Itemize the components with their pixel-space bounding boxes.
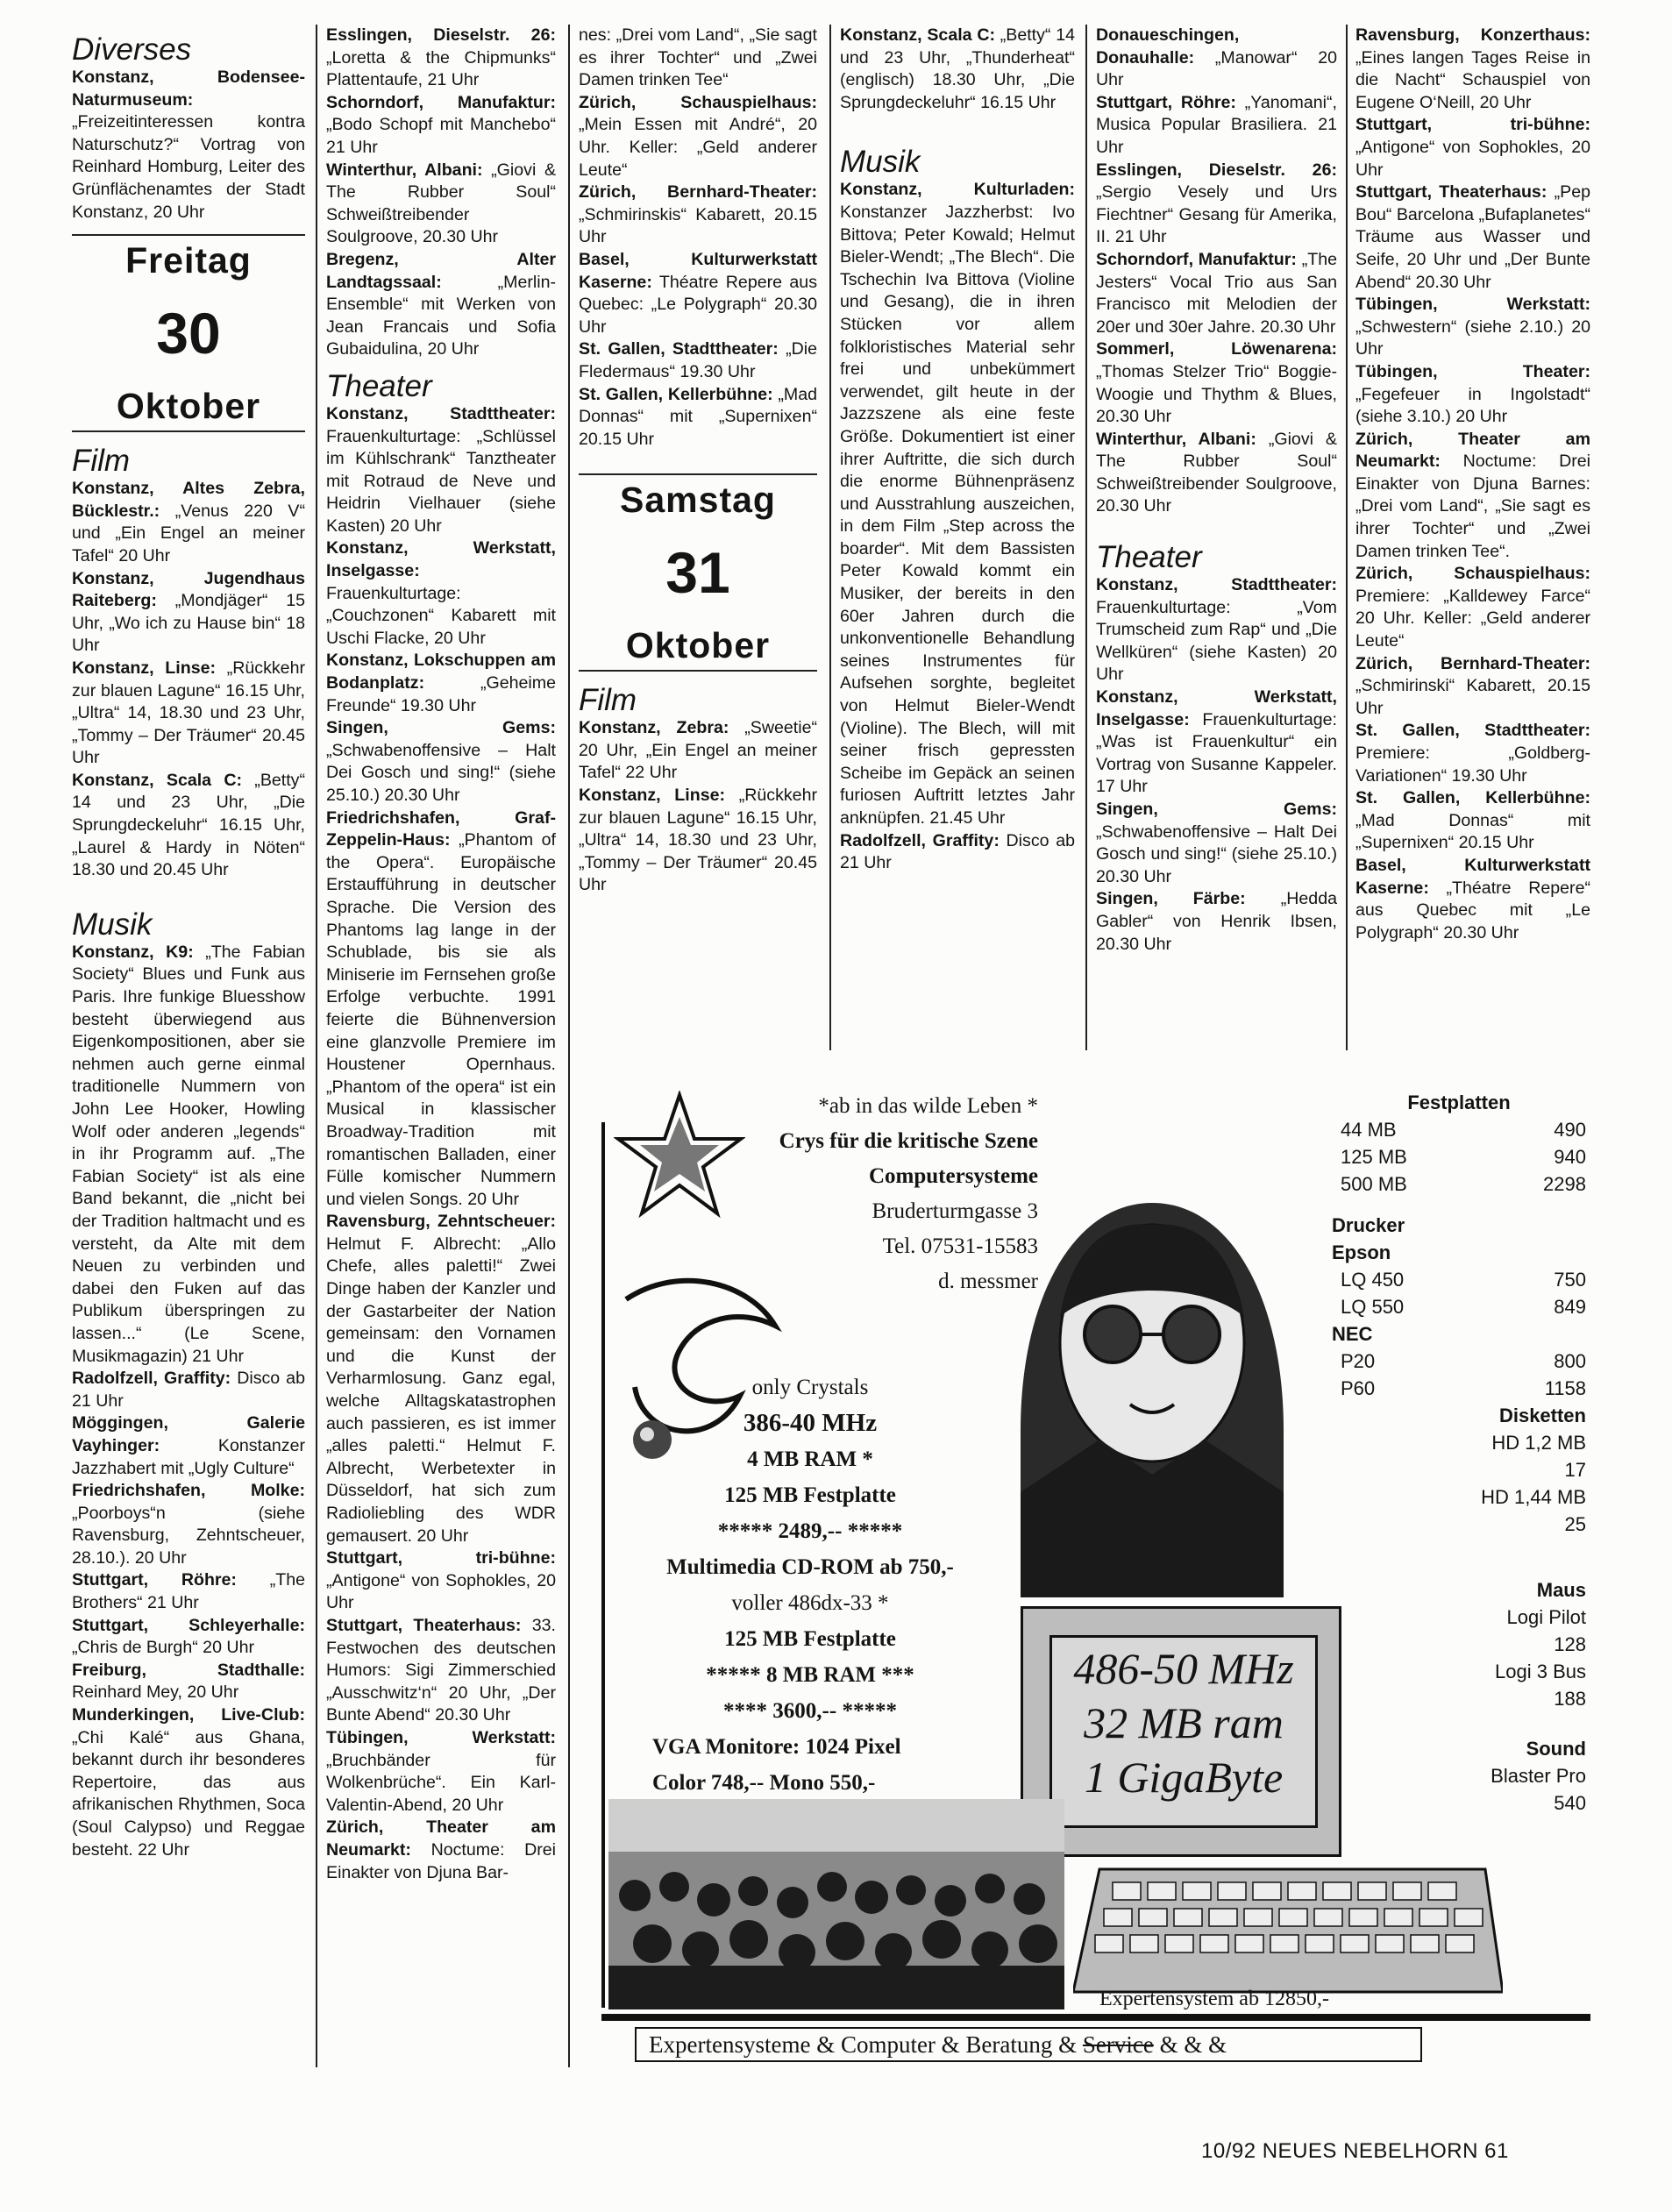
product-price: 1158: [1544, 1377, 1586, 1399]
venue-name: Konstanz, Kulturladen:: [840, 180, 1075, 200]
product-name: P60: [1341, 1377, 1376, 1399]
listing-entry: [579, 249, 817, 338]
event-details: „Geheime Freunde“ 19.30 Uhr: [326, 673, 556, 715]
date-day: Samstag: [620, 480, 776, 521]
venue-name: Stuttgart, tri-bühne:: [1355, 115, 1590, 135]
event-details: Disco ab 21 Uhr: [840, 830, 1075, 873]
listing-entry: [840, 830, 1075, 875]
listing-entry: [72, 1480, 305, 1569]
listing-entry: [1355, 361, 1590, 429]
event-details: Konstanzer Jazzhabert mit „Ugly Culture“: [72, 1435, 305, 1478]
event-details: „Thomas Stelzer Trio“ Boggie-Woogie und Thythm & Blues, 20.30 Uhr: [1096, 361, 1337, 427]
product-price: 2298: [1543, 1173, 1586, 1195]
listing-entry: [326, 537, 556, 650]
listing-entry: [1096, 686, 1337, 799]
event-details: Helmut F. Albrecht: „Allo Chefe, alles paletti!“ Zwei Dinge haben der Kanzler und der Gastarbeiter der Nation gemeinsam: den Vornamen und die Kunst der Verharmlosung. Ganz egal, welche Alltagskatastrophen auch passieren, es ist immer „alles paletti.“ Helmut F. Albrecht, Werbetexter in Düsseldorf, hat sich zum Radioliebling des WDR gemausert. 20 Uhr: [326, 1234, 556, 1546]
product-name: LQ 550: [1341, 1296, 1405, 1318]
event-details: Frauenkulturtage: „Was ist Frauenkultur“ ein Vortrag von Susanne Kappeler. 17 Uhr: [1096, 709, 1337, 797]
event-details: „Giovi & The Rubber Soul“ Schweißtreibender Soulgroove, 20.30 Uhr: [326, 160, 556, 247]
date-month: Oktober: [116, 386, 261, 427]
price-row: [1332, 1266, 1586, 1293]
product-name: 500 MB: [1341, 1173, 1407, 1195]
event-details: „Betty“ 14 und 23 Uhr, „Die Sprungdeckeluhr“ 16.15 Uhr, „Laurel & Hardy in Nöten“ 18.30 und 20.45 Uhr: [72, 770, 305, 880]
venue-name: Singen, Gems:: [1096, 800, 1337, 819]
event-details: Premiere: „Goldberg-Variationen“ 19.30 Uhr: [1355, 743, 1590, 786]
venue-name: Konstanz, Linse:: [72, 658, 217, 678]
venue-name: Konstanz, Stadttheater:: [1096, 575, 1337, 595]
listing-entry: [1355, 563, 1590, 652]
venue-name: Ravensburg, Zehntscheuer:: [326, 1212, 556, 1232]
listing-entry: [72, 1569, 305, 1614]
venue-name: Konstanz, Lokschuppen am Bodanplatz:: [326, 651, 556, 693]
event-details: „Merlin-Ensemble“ mit Werken von Jean Francais und Sofia Gubaidulina, 20 Uhr: [326, 272, 556, 359]
star-logo-icon: [614, 1091, 745, 1222]
listing-entry: [1355, 181, 1590, 294]
event-details: „Antigone“ von Sophokles, 20 Uhr: [326, 1570, 556, 1613]
venue-name: Möggingen, Galerie Vayhinger:: [72, 1413, 305, 1455]
event-details: „Manowar“ 20 Uhr: [1096, 47, 1337, 90]
event-details: „Mad Donnas“ mit „Supernixen“ 20.15 Uhr: [579, 384, 817, 449]
price-row: [1332, 1116, 1586, 1143]
venue-name: Esslingen, Dieselstr. 26:: [1096, 160, 1337, 180]
listing-entry: [1355, 114, 1590, 181]
section-heading-theater: Theater: [326, 368, 432, 403]
event-details: „The Jesters“ Vocal Trio aus San Francisco mit Melodien der 20er und 30er Jahre. 20.30 Uhr: [1096, 249, 1337, 337]
venue-name: Stuttgart, Röhre:: [1096, 92, 1236, 112]
ad-tagline: Expertensysteme & Computer & Beratung & Service & & &: [635, 2027, 1422, 2062]
section-heading-theater: Theater: [1096, 540, 1202, 575]
listing-entry: [579, 181, 817, 249]
listing-entry: [1096, 799, 1337, 888]
listing-entry: [326, 807, 556, 1212]
listing-entry: [1096, 249, 1337, 338]
listing-entry: [72, 1368, 305, 1412]
listing-entry: [1355, 429, 1590, 564]
listing-entry: [1355, 294, 1590, 361]
event-details: Frauenkulturtage: „Schlüssel im Kühlschrank“ Tanztheater mit Rotraud de Neve und Heidrin Vielhauer (siehe Kasten) 20 Uhr: [326, 426, 556, 536]
listing-column-1: [72, 25, 305, 2094]
date-day: Freitag: [125, 240, 252, 281]
event-details: Frauenkulturtage: „Couchzonen“ Kabarett mit Uschi Flacke, 20 Uhr: [326, 583, 556, 648]
listing-entry: [326, 92, 556, 160]
event-details: „Chris de Burgh“ 20 Uhr: [72, 1638, 254, 1658]
venue-name: Bregenz, Alter Landtagssaal:: [326, 249, 556, 292]
venue-name: Donaueschingen, Donauhalle:: [1096, 25, 1240, 68]
listing-entry: [1096, 338, 1337, 428]
event-details: „Betty“ 14 und 23 Uhr, „Thunderheat“ (englisch) 18.30 Uhr, „Die Sprungdeckeluhr“ 16.15 Uhr: [840, 25, 1075, 112]
price-list: Festplatten 44 MB 490 125 MB 940 500 MB 2298 Drucker Epson LQ 450 750 LQ 550 849 NEC P20 800 P60 1158 Disketten HD 1,2 MB 17 HD 1,44 MB 25 Maus Logi Pilot 128 Logi 3 Bus 188 Sound Blaster Pro 540: [1332, 1092, 1586, 1814]
venue-name: Schorndorf, Manufaktur:: [1096, 249, 1297, 269]
section-heading-film: Film: [72, 444, 131, 479]
product-price: 490: [1554, 1119, 1586, 1141]
section-heading-musik: Musik: [840, 145, 921, 180]
listing-entry: [579, 384, 817, 452]
event-details: „The Fabian Society“ Blues und Funk aus Paris. Ihre funkige Bluesshow besteht überwiegend aus Eigenkompositionen, aber sie nehmen auch gerne einmal traditionelle Nummern von John Lee Hooker, Howling Wolf oder anderen „legends“ in ihr Programm auf. „The Fabian Society“ ist als eine Band bekannt, die „nicht bei der Tradition haltmacht und es versteht, da Alte mit dem Neuen zu verbinden und dabei den Fuken auf das Publikum überspringen zu lassen...“ (Le Scene, Musikmagazin) 21 Uhr: [72, 942, 305, 1366]
venue-name: St. Gallen, Kellerbühne:: [579, 384, 773, 404]
listing-entry: [72, 658, 305, 770]
venue-name: St. Gallen, Stadttheater:: [1355, 721, 1590, 741]
listing-entry: [1096, 160, 1337, 249]
event-details: „Fegefeuer in Ingolstadt“ (siehe 3.10.) 20 Uhr: [1355, 384, 1590, 427]
listing-entry: [1355, 787, 1590, 855]
event-details: 33. Festwochen des deutschen Humors: Sigi Zimmerschied „Ausschwitz‘n“ 20 Uhr, „Der Bunte Abend“ 20.30 Uhr: [326, 1615, 556, 1725]
event-details: „The Brothers“ 21 Uhr: [72, 1570, 305, 1613]
product-price: 940: [1554, 1146, 1586, 1168]
event-details: „Bruchbänder für Wolkenbrüche“. Ein Karl-Valentin-Abend, 20 Uhr: [326, 1750, 556, 1815]
event-details: „Eines langen Tages Reise in die Nacht“ Schauspiel von Eugene O‘Neill, 20 Uhr: [1355, 47, 1590, 112]
event-details: „Poorboys“n (siehe Ravensburg, Zehntscheuer, 28.10.). 20 Uhr: [72, 1503, 305, 1568]
venue-name: Zürich, Theater am Neumarkt:: [1355, 429, 1590, 472]
venue-name: Stuttgart, Schleyerhalle:: [72, 1615, 305, 1635]
product-name: LQ 450: [1341, 1269, 1405, 1291]
event-details: „Pep Bou“ Barcelona „Bufaplanetes“ Träume aus Wasser und Seife, 20 Uhr und „Der Bunte Abend“ 20.30 Uhr: [1355, 182, 1590, 292]
listing-entry: [579, 25, 817, 92]
venue-name: Tübingen, Werkstatt:: [1355, 295, 1590, 315]
venue-name: Freiburg, Stadthalle:: [72, 1660, 305, 1680]
event-details: „Venus 220 V“ und „Ein Engel an meiner Tafel“ 20 Uhr: [72, 501, 305, 565]
venue-name: Friedrichshafen, Molke:: [72, 1481, 305, 1501]
venue-name: Esslingen, Dieselstr. 26:: [326, 25, 556, 45]
listing-entry: [326, 249, 556, 361]
ad-frame-line: [601, 1122, 605, 2008]
listing-entry: [840, 25, 1075, 114]
price-row: [1332, 1143, 1586, 1170]
venue-name: Basel, Kulturwerkstatt Kaserne:: [1355, 855, 1590, 898]
listing-entry: [579, 785, 817, 897]
portrait-illustration: [968, 1142, 1336, 1597]
venue-name: Konstanz, Linse:: [579, 786, 726, 806]
venue-name: Konstanz, Stadttheater:: [326, 403, 556, 423]
event-details: „Bodo Schopf mit Manchebo“ 21 Uhr: [326, 115, 556, 157]
venue-name: Basel, Kulturwerkstatt Kaserne:: [579, 249, 817, 292]
venue-name: Konstanz, Scala C:: [72, 770, 243, 790]
listing-column-3: [579, 25, 817, 1042]
listing-entry: [72, 942, 305, 1368]
venue-name: Winterthur, Albani:: [326, 160, 483, 180]
monitor-screen: 486-50 MHz 32 MB ram 1 GigaByte: [1049, 1635, 1318, 1828]
date-box-saturday: [579, 473, 817, 672]
listing-entry: [1355, 720, 1590, 787]
listing-entry: [1355, 855, 1590, 944]
venue-name: Tübingen, Werkstatt:: [326, 1727, 556, 1747]
listing-entry: [1096, 888, 1337, 956]
section-heading-diverses: Diverses: [72, 32, 192, 67]
listing-entry: [72, 1704, 305, 1861]
listing-entry: [326, 1817, 556, 1884]
event-details: „Loretta & the Chipmunks“ Plattentaufe, 21 Uhr: [326, 47, 556, 90]
listing-entry: [326, 1211, 556, 1547]
computer-advertisement: [582, 1071, 1590, 2064]
venue-name: Konstanz, Altes Zebra, Bücklestr.:: [72, 479, 305, 521]
listing-entry: [1096, 574, 1337, 686]
venue-name: Singen, Gems:: [326, 718, 556, 738]
keyboard-caption: Expertensystem ab 12850,-: [1099, 1988, 1329, 2010]
event-details: „Mein Essen mit André“, 20 Uhr. Keller: „Geld anderer Leute“: [579, 115, 817, 180]
event-details: „Mondjäger“ 15 Uhr, „Wo ich zu Hause bin“ 18 Uhr: [72, 591, 305, 656]
event-details: „Chi Kalé“ aus Ghana, bekannt durch ihr besonderes Repertoire, das aus afrikanischen Rhythmen, Soca (Soul Calypso) und Reggae besteht. 22 Uhr: [72, 1727, 305, 1860]
listing-entry: [72, 478, 305, 567]
event-details: „Die Fledermaus“ 19.30 Uhr: [579, 339, 817, 381]
event-details: Reinhard Mey, 20 Uhr: [72, 1682, 239, 1703]
listing-entry: [72, 568, 305, 658]
venue-name: Munderkingen, Live-Club:: [72, 1705, 305, 1725]
column-rule: [829, 25, 831, 1050]
venue-name: Konstanz, K9:: [72, 942, 194, 962]
listing-entry: Konstanz, Bodensee-Naturmuseum: „Freizeitinteressen kontra Naturschutz?“ Vortrag von Reinhard Homburg, Leiter des Grünflächenamtes der Stadt Konstanz, 20 Uhr: [72, 68, 305, 222]
venue-name: Zürich, Schauspielhaus:: [579, 92, 817, 112]
listing-entry: [1096, 25, 1337, 92]
event-details: nes: „Drei vom Land“, „Sie sagt es ihrer Tochter“ und „Zwei Damen trinken Tee“: [579, 25, 817, 90]
date-number: 30: [156, 301, 221, 366]
venue-name: Konstanz, Scala C:: [840, 25, 995, 45]
shop-address-block: *ab in das wilde Leben * Crys für die kritische Szene Computersysteme Bruderturmgasse 3 Tel. 07531-15583 d. messmer: [779, 1094, 1038, 1293]
venue-name: Tübingen, Theater:: [1355, 361, 1590, 381]
crowd-photo: [608, 1799, 1064, 2009]
venue-name: Stuttgart, Theaterhaus:: [1355, 182, 1547, 203]
column-rule: [1085, 25, 1087, 1050]
venue-name: Stuttgart, tri-bühne:: [326, 1548, 556, 1568]
listing-entry: [326, 1615, 556, 1727]
listing-entry: [1355, 25, 1590, 114]
event-details: „Schwestern“ (siehe 2.10.) 20 Uhr: [1355, 317, 1590, 359]
event-details: Noctume: Drei Einakter von Djuna Barnes: „Drei vom Land“, „Sie sagt es ihrer Tochter“ und „Zwei Damen trinken Tee“.: [1355, 452, 1590, 561]
listing-entry: [72, 1660, 305, 1704]
listing-column-6: [1355, 25, 1590, 1042]
venue-name: Ravensburg, Konzerthaus:: [1355, 25, 1590, 45]
event-details: Frauenkulturtage: „Vom Trumscheid zum Rap“ und „Die Wellküren“ (siehe Kasten) 20 Uhr: [1096, 597, 1337, 685]
event-details: Disco ab 21 Uhr: [72, 1369, 305, 1411]
event-details: „Phantom of the Opera“. Europäische Erstaufführung in deutscher Sprache. Die Version des Phantoms lag lange in der Schublade, bis sie als Miniserie im Fernsehen große Erfolge verbuchte. 1991 feierte die Bühnenversion eine glanzvolle Premiere im Houstener Opernhaus. „Phantom of the opera“ ist ein Musical in klassischer Broadway-Tradition mit romantischen Balladen, einer Fülle komischer Nummern und vielen Songs. 20 Uhr: [326, 830, 556, 1209]
offer-list: only Crystals 386-40 MHz 4 MB RAM * 125 MB Festplatte ***** 2489,-- ***** Multimedia CD-ROM ab 750,- voller 486dx-33 * 125 MB Festplatte ***** 8 MB RAM *** **** 3600,-- ***** VGA Monitore: 1024 Pixel Color 748,-- Mono 550,-: [652, 1376, 954, 1795]
listing-entry: [579, 717, 817, 785]
listing-entry: [840, 179, 1075, 829]
listing-entry: [326, 650, 556, 717]
venue-name: Zürich, Bernhard-Theater:: [579, 182, 817, 203]
event-details: „Schmirinski“ Kabarett, 20.15 Uhr: [1355, 676, 1590, 718]
event-details: Premiere: „Kalldewey Farce“ 20 Uhr. Keller: „Geld anderer Leute“: [1355, 586, 1590, 651]
price-row: [1332, 1170, 1586, 1198]
venue-name: Konstanz, Werkstatt, Inselgasse:: [326, 538, 556, 581]
venue-name: Singen, Färbe:: [1096, 889, 1246, 909]
price-row: [1332, 1348, 1586, 1375]
listing-entry: [326, 160, 556, 249]
event-details: „Giovi & The Rubber Soul“ Schweißtreibender Soulgroove, 20.30 Uhr: [1096, 429, 1337, 516]
venue-name: Winterthur, Albani:: [1096, 429, 1256, 449]
page-footer: 10/92 NEUES NEBELHORN 61: [1201, 2139, 1509, 2163]
listing-column-5: [1096, 25, 1337, 1042]
product-name: 44 MB: [1341, 1119, 1397, 1141]
date-month: Oktober: [625, 625, 771, 666]
event-details: „Schwabenoffensive – Halt Dei Gosch und sing!“ (siehe 25.10.) 20.30 Uhr: [1096, 821, 1337, 886]
section-heading-musik: Musik: [72, 907, 153, 942]
listing-entry: [72, 1615, 305, 1660]
listing-entry: [326, 403, 556, 538]
venue-name: Sommerl, Löwenarena:: [1096, 339, 1337, 359]
listing-entry: [326, 1727, 556, 1817]
event-details: Noctume: Drei Einakter von Djuna Bar-: [326, 1839, 556, 1882]
venue-name: Konstanz, Jugendhaus Raiteberg:: [72, 568, 305, 611]
venue-name: Konstanz, Zebra:: [579, 718, 729, 738]
event-details: „Sweetie“ 20 Uhr, „Ein Engel an meiner Tafel“ 22 Uhr: [579, 718, 817, 783]
event-details: „Rückkehr zur blauen Lagune“ 16.15 Uhr, „Ultra“ 14, 18.30 und 23 Uhr, „Tommy – Der Träumer“ 20.45 Uhr: [72, 658, 305, 768]
event-details: Théatre Repere aus Quebec: „Le Polygraph“ 20.30 Uhr: [579, 272, 817, 337]
listing-column-4: [840, 25, 1075, 1042]
event-details: „Mad Donnas“ mit „Supernixen“ 20.15 Uhr: [1355, 810, 1590, 853]
venue-name: St. Gallen, Kellerbühne:: [1355, 788, 1590, 808]
venue-name: Stuttgart, Theaterhaus:: [326, 1615, 522, 1635]
venue-name: Radolfzell, Graffity:: [840, 830, 1000, 850]
event-details: „Rückkehr zur blauen Lagune“ 16.15 Uhr, „Ultra“ 14, 18.30 und 23 Uhr, „Tommy – Der Träumer“ 20.45 Uhr: [579, 786, 817, 895]
listing-entry: [326, 717, 556, 807]
event-details: „Sergio Vesely und Urs Fiechtner“ Gesang für Amerika, II. 21 Uhr: [1096, 182, 1337, 247]
column-rule: [316, 25, 317, 2067]
listing-entry: [326, 25, 556, 92]
listing-entry: [72, 1412, 305, 1480]
listing-entry: [579, 92, 817, 181]
venue-name: Schorndorf, Manufaktur:: [326, 92, 556, 112]
listing-entry: [1096, 92, 1337, 160]
event-details: „Schmirinskis“ Kabarett, 20.15 Uhr: [579, 204, 817, 247]
venue-name: Zürich, Schauspielhaus:: [1355, 564, 1590, 584]
listing-column-2: [326, 25, 556, 2094]
price-row: [1332, 1293, 1586, 1320]
listing-entry: [72, 770, 305, 882]
venue-name: St. Gallen, Stadttheater:: [579, 339, 779, 359]
event-details: Konstanzer Jazzherbst: Ivo Bittova; Peter Kowald; Helmut Bieler-Wendt; „The Blech“. Die Tschechin Iva Bittova (Violine und Gesang), die in ihren Stücken vor allem folkloristisches Material sehr frei und unbekümmert verwendet, gilt heute in der Jazzszene als eine feste Größe. Dokumentiert ist einer ihrer Auftritte, die sich durch die enorme Bühnenpräsenz und Ausstrahlung auszeichen, in dem Film „Step across the boarder“. Mit dem Bassisten Peter Kowald kommt ein Musiker, der bereits in den 60er Jahren durch die unkonventionelle Behandlung seines Instrumentes für Aufsehen sorghte, begleitet von Helmut Bieler-Wendt (Violine). The Blech, will mit seiner frisch gepressten Scheibe im Gepäck an seinen furiosen Auftritt letztes Jahr anknüpfen. 21.45 Uhr: [840, 202, 1075, 828]
venue-name: Zürich, Bernhard-Theater:: [1355, 653, 1590, 673]
listing-entry: [326, 1547, 556, 1615]
date-box-friday: [72, 234, 305, 432]
product-price: 800: [1554, 1350, 1586, 1372]
event-details: „Schwabenoffensive – Halt Dei Gosch und sing!“ (siehe 25.10.) 20.30 Uhr: [326, 740, 556, 805]
listing-entry: [1355, 653, 1590, 721]
section-heading-film: Film: [579, 683, 637, 718]
listing-entry: [1096, 429, 1337, 518]
column-rule: [568, 25, 570, 2067]
column-rule: [1346, 25, 1348, 1050]
ad-bottom-bar: [601, 2014, 1590, 2021]
venue-name: Friedrichshafen, Graf-Zeppelin-Haus:: [326, 807, 556, 850]
event-details: „Antigone“ von Sophokles, 20 Uhr: [1355, 137, 1590, 180]
monitor-illustration: [1021, 1606, 1341, 1857]
event-details: „Hedda Gabler“ von Henrik Ibsen, 20.30 Uhr: [1096, 889, 1337, 954]
product-name: P20: [1341, 1350, 1376, 1372]
price-row: [1332, 1375, 1586, 1402]
venue-name: Radolfzell, Graffity:: [72, 1369, 231, 1389]
product-name: 125 MB: [1341, 1146, 1407, 1168]
product-price: 750: [1554, 1269, 1586, 1291]
venue-name: Stuttgart, Röhre:: [72, 1570, 237, 1590]
product-price: 849: [1554, 1296, 1586, 1318]
event-details: „Théatre Repere“ aus Quebec mit „Le Polygraph“ 20.30 Uhr: [1355, 878, 1590, 942]
event-details: „Yanomani“, Musica Popular Brasiliera. 21 Uhr: [1096, 92, 1337, 157]
venue-name: Konstanz, Werkstatt, Inselgasse:: [1096, 687, 1337, 729]
date-number: 31: [665, 540, 730, 606]
listing-entry: [579, 338, 817, 383]
venue-name: Zürich, Theater am Neumarkt:: [326, 1817, 556, 1860]
